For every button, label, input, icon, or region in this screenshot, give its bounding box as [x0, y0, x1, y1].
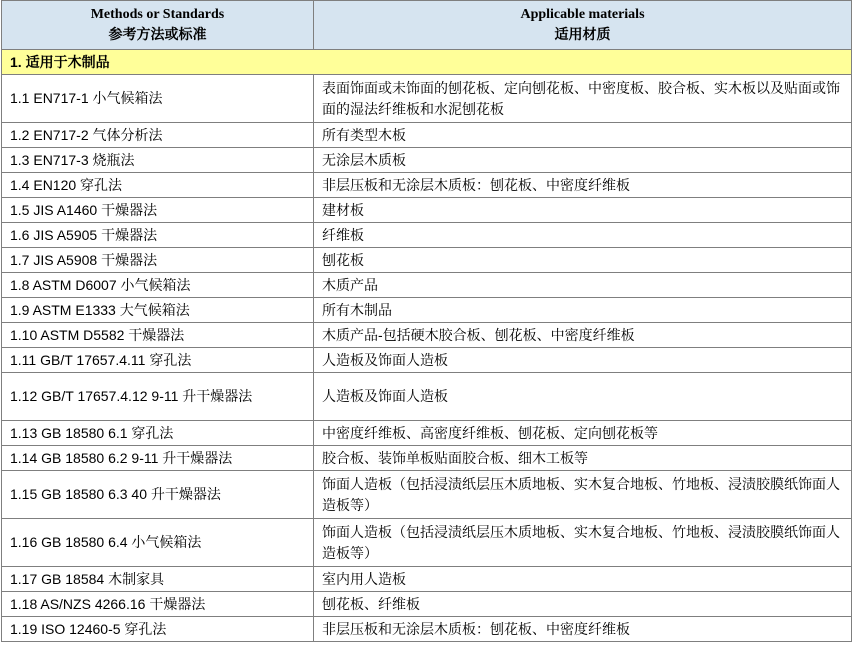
- method-cell: 1.11 GB/T 17657.4.11 穿孔法: [2, 348, 314, 373]
- table-row: [2, 592, 852, 617]
- table-row: [2, 471, 852, 519]
- method-cell: 1.5 JIS A1460 干燥器法: [2, 198, 314, 223]
- header-methods-zh: 参考方法或标准: [108, 27, 207, 43]
- material-cell: 无涂层木质板: [314, 148, 852, 173]
- material-cell: 所有类型木板: [314, 123, 852, 148]
- material-cell: 所有木制品: [314, 298, 852, 323]
- table-row: [2, 273, 852, 298]
- header-materials-zh: 适用材质: [554, 27, 611, 43]
- section-title: 1. 适用于木制品: [2, 50, 852, 75]
- header-materials-en: Applicable materials: [520, 7, 645, 22]
- material-cell: 室内用人造板: [314, 567, 852, 592]
- table-row: [2, 173, 852, 198]
- table-row: [2, 198, 852, 223]
- method-cell: 1.8 ASTM D6007 小气候箱法: [2, 273, 314, 298]
- header-methods: [2, 1, 314, 50]
- method-cell: 1.6 JIS A5905 干燥器法: [2, 223, 314, 248]
- table-row: [2, 446, 852, 471]
- table-row: [2, 567, 852, 592]
- material-cell: 胶合板、装饰单板贴面胶合板、细木工板等: [314, 446, 852, 471]
- method-cell: 1.12 GB/T 17657.4.12 9-11 升干燥器法: [2, 373, 314, 421]
- method-cell: 1.15 GB 18580 6.3 40 升干燥器法: [2, 471, 314, 519]
- header-materials: [314, 1, 852, 50]
- table-row: [2, 323, 852, 348]
- material-cell: 饰面人造板（包括浸渍纸层压木质地板、实木复合地板、竹地板、浸渍胶膜纸饰面人造板等）: [314, 471, 852, 519]
- method-cell: 1.7 JIS A5908 干燥器法: [2, 248, 314, 273]
- material-cell: 表面饰面或未饰面的刨花板、定向刨花板、中密度板、胶合板、实木板以及贴面或饰面的湿法纤维板和水泥刨花板: [314, 75, 852, 123]
- table-row: [2, 75, 852, 123]
- material-cell: 非层压板和无涂层木质板：刨花板、中密度纤维板: [314, 617, 852, 642]
- method-cell: 1.3 EN717-3 烧瓶法: [2, 148, 314, 173]
- standards-table: [1, 0, 852, 642]
- table-header-row: [2, 1, 852, 50]
- method-cell: 1.1 EN717-1 小气候箱法: [2, 75, 314, 123]
- table-row: [2, 123, 852, 148]
- section-row: [2, 50, 852, 75]
- material-cell: 木质产品: [314, 273, 852, 298]
- table-row: [2, 519, 852, 567]
- method-cell: 1.17 GB 18584 木制家具: [2, 567, 314, 592]
- method-cell: 1.14 GB 18580 6.2 9-11 升干燥器法: [2, 446, 314, 471]
- table-row: [2, 148, 852, 173]
- material-cell: 人造板及饰面人造板: [314, 373, 852, 421]
- method-cell: 1.16 GB 18580 6.4 小气候箱法: [2, 519, 314, 567]
- method-cell: 1.4 EN120 穿孔法: [2, 173, 314, 198]
- table-row: [2, 223, 852, 248]
- table-row: [2, 248, 852, 273]
- material-cell: 建材板: [314, 198, 852, 223]
- method-cell: 1.18 AS/NZS 4266.16 干燥器法: [2, 592, 314, 617]
- material-cell: 刨花板: [314, 248, 852, 273]
- material-cell: 非层压板和无涂层木质板：刨花板、中密度纤维板: [314, 173, 852, 198]
- method-cell: 1.9 ASTM E1333 大气候箱法: [2, 298, 314, 323]
- method-cell: 1.10 ASTM D5582 干燥器法: [2, 323, 314, 348]
- method-cell: 1.13 GB 18580 6.1 穿孔法: [2, 421, 314, 446]
- material-cell: 人造板及饰面人造板: [314, 348, 852, 373]
- table-row: [2, 373, 852, 421]
- method-cell: 1.19 ISO 12460-5 穿孔法: [2, 617, 314, 642]
- header-methods-en: Methods or Standards: [90, 7, 225, 22]
- table-row: [2, 298, 852, 323]
- material-cell: 纤维板: [314, 223, 852, 248]
- material-cell: 饰面人造板（包括浸渍纸层压木质地板、实木复合地板、竹地板、浸渍胶膜纸饰面人造板等）: [314, 519, 852, 567]
- material-cell: 中密度纤维板、高密度纤维板、刨花板、定向刨花板等: [314, 421, 852, 446]
- material-cell: 木质产品-包括硬木胶合板、刨花板、中密度纤维板: [314, 323, 852, 348]
- table-row: [2, 348, 852, 373]
- method-cell: 1.2 EN717-2 气体分析法: [2, 123, 314, 148]
- table-row: [2, 421, 852, 446]
- material-cell: 刨花板、纤维板: [314, 592, 852, 617]
- table-row: [2, 617, 852, 642]
